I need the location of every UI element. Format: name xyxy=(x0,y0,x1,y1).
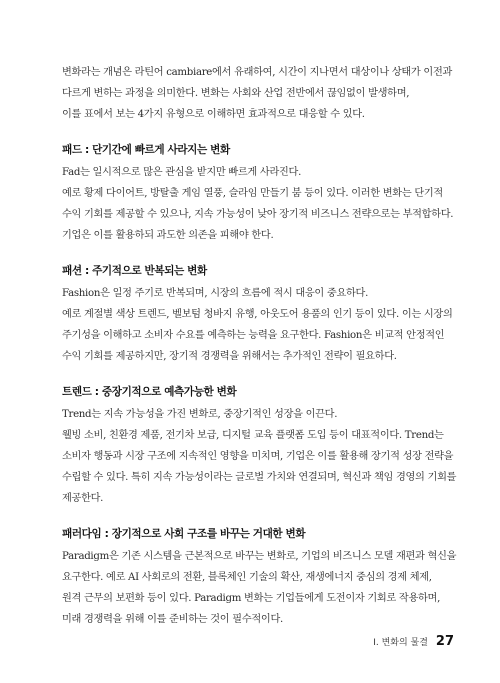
chapter-title: Ⅰ. 변화의 물결 xyxy=(373,638,428,648)
body-line: 요구한다. 예로 AI 사회로의 전환, 블록체인 기술의 확산, 재생에너지 중심의 경제 체제, xyxy=(62,572,432,583)
section-trend xyxy=(62,382,457,509)
body-line: Trend는 지속 가능성을 가진 변화로, 중장기적인 성장을 이끈다. xyxy=(62,409,338,420)
section-heading: 패러다임 : 장기적으로 사회 구조를 바꾸는 거대한 변화 xyxy=(62,528,306,540)
body-line: 웰빙 소비, 친환경 제품, 전기차 보급, 디지털 교육 플랫폼 도입 등이 대표적이다. Trend는 xyxy=(62,430,444,441)
body-line: Fashion은 일정 주기로 반복되며, 시장의 흐름에 적시 대응이 중요하다. xyxy=(62,288,369,299)
section-heading: 패드 : 단기간에 빠르게 사라지는 변화 xyxy=(62,144,230,156)
body-line: 수익 기회를 제공하지만, 장기적 경쟁력을 위해서는 추가적인 전략이 필요하다. xyxy=(62,351,397,362)
page-footer xyxy=(373,634,454,649)
body-line: Paradigm은 기존 시스템을 근본적으로 바꾸는 변화로, 기업의 비즈니스 모델 재편과 혁신을 xyxy=(62,551,457,562)
intro-line: 이를 표에서 보는 4가지 유형으로 이해하면 효과적으로 대응할 수 있다. xyxy=(62,109,365,120)
body-line: 예로 계절별 색상 트렌드, 벨보텀 청바지 유행, 아웃도어 용품의 인기 등이 있다. 이는 시장의 xyxy=(62,309,453,320)
intro-paragraph xyxy=(62,62,454,125)
intro-line: 다르게 변하는 과정을 의미한다. 변화는 사회와 산업 전반에서 끊임없이 발생하며, xyxy=(62,88,410,99)
page-body xyxy=(62,62,457,630)
body-line: 수익 기회를 제공할 수 있으나, 지속 가능성이 낮아 장기적 비즈니스 전략으로는 부적합하다. xyxy=(62,209,454,220)
body-line: 제공한다. xyxy=(62,493,104,504)
body-line: 소비자 행동과 시장 구조에 지속적인 영향을 미치며, 기업은 이를 활용해 장기적 성장 전략을 xyxy=(62,451,454,462)
section-heading: 패션 : 주기적으로 반복되는 변화 xyxy=(62,265,207,277)
page-number: 27 xyxy=(435,634,454,649)
body-line: 주기성을 이해하고 소비자 수요를 예측하는 능력을 요구한다. Fashion은 비교적 안정적인 xyxy=(62,330,445,341)
section-paradigm xyxy=(62,524,457,630)
body-line: 미래 경쟁력을 위해 이를 준비하는 것이 필수적이다. xyxy=(62,614,283,625)
section-heading: 트렌드 : 중장기적으로 예측가능한 변화 xyxy=(62,386,237,398)
body-line: 예로 황제 다이어트, 방탈출 게임 열풍, 슬라임 만들기 붐 등이 있다. 이러한 변화는 단기적 xyxy=(62,188,443,199)
body-line: 수립할 수 있다. 특히 지속 가능성이라는 글로벌 가치와 연결되며, 혁신과 책임 경영의 기회를 xyxy=(62,472,457,483)
section-fad xyxy=(62,140,454,246)
section-fashion xyxy=(62,261,454,367)
body-line: 원격 근무의 보편화 등이 있다. Paradigm 변화는 기업들에게 도전이자 기회로 작용하며, xyxy=(62,593,441,604)
body-line: 기업은 이를 활용하되 과도한 의존을 피해야 한다. xyxy=(62,230,274,241)
body-line: Fad는 일시적으로 많은 관심을 받지만 빠르게 사라진다. xyxy=(62,167,302,178)
intro-line: 변화라는 개념은 라틴어 cambiare에서 유래하여, 시간이 지나면서 대상이나 상태가 이전과 xyxy=(62,67,453,78)
